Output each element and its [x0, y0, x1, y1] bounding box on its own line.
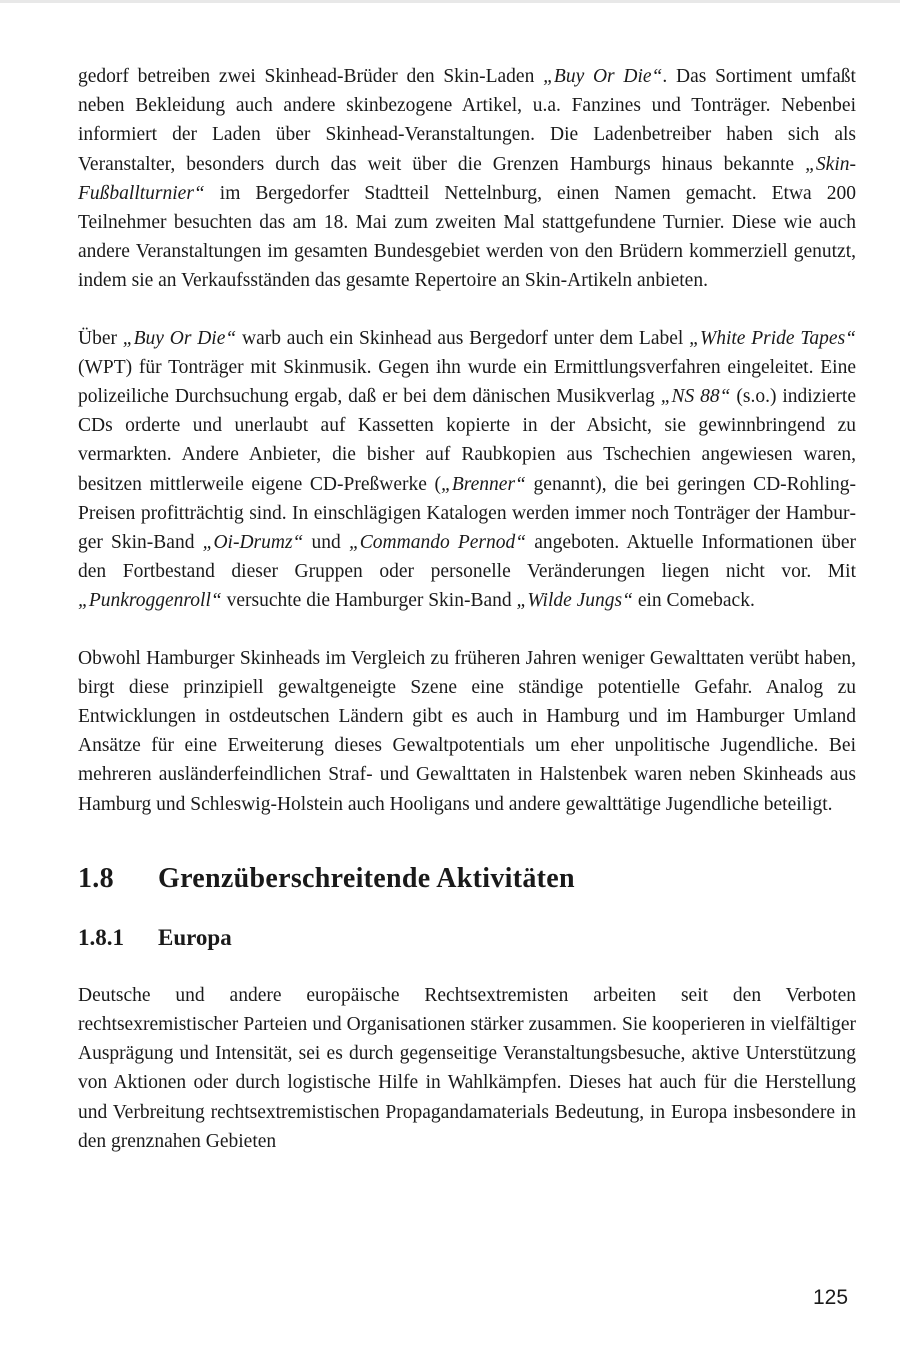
italic-title-run: „Brenner“	[441, 473, 526, 495]
text-run: (WPT) für Tonträger mit Skinmusik. Gegen ihn wurde ein Ermittlungsverfahren eingeleitet. Eine polizeiliche Durchsuchung ergab, daß er bei dem dänischen Musikverlag	[78, 356, 856, 408]
section-number: 1.8	[78, 862, 114, 894]
text-run: angeboten. Aktuelle Informationen über den Fortbestand dieser Gruppen oder personelle Veränderungen liegen nicht vor. Mit	[78, 532, 856, 583]
italic-title-run: „Wilde Jungs“	[516, 590, 633, 612]
section-title: Grenzüberschreitende Aktivitäten	[158, 862, 575, 894]
text-run: Über	[78, 327, 123, 349]
subsection-number: 1.8.1	[78, 924, 124, 950]
subsection-title: Europa	[158, 924, 232, 950]
paragraph-skin-laden	[78, 62, 856, 296]
italic-title-run: „Commando Pernod“	[348, 532, 527, 554]
paragraph-white-pride-tapes	[78, 324, 856, 616]
italic-title-run: „NS 88“	[660, 386, 731, 408]
text-run: und	[303, 532, 349, 554]
text-run: gedorf betreiben zwei Skinhead-Brüder den Skin-Laden	[78, 66, 544, 87]
text-run: genannt), die bei geringen CD-Rohling-Preisen profitträchtig sind. In einschlägigen Katalogen werden immer noch Tonträger der Hamburger Skin-Band	[78, 473, 856, 554]
text-run: (s.o.) indizierte CDs orderte und unerlaubt auf Kassetten kopierte in der Absicht, sie gewinnbringend zu vermarkten. Andere Anbieter, die bisher auf Raubkopien aus Tschechien angewiesen waren, besitzen mittlerweile eigene CD-Preßwerke (	[78, 386, 856, 495]
italic-title-run: „Buy Or Die“	[543, 66, 663, 87]
subsection-heading	[78, 925, 856, 951]
paragraph-europa: Deutsche und andere europäische Rechtsextremisten arbeiten seit den Verboten rechtsexremistischer Parteien und Organisationen stärker zusammen. Sie kooperieren in vielfältiger Ausprägung und Intensität, sei es durch gegenseitige Veranstaltungsbesuche, aktive Unterstützung von Aktionen oder durch logistische Hilfe in Wahlkämpfen. Dieses hat auch für die Herstellung und Verbreitung rechtsextremistischen Propagandamaterials Bedeutung, in Europa insbesondere in den grenznahen Gebieten	[78, 984, 856, 1152]
text-run: im Bergedorfer Stadtteil Nettelnburg, einen Namen gemacht. Etwa 200 Teilnehmer besuchten das am 18. Mai zum zweiten Mal stattgefundene Turnier. Diese wie auch andere Veranstaltungen im gesamten Bundesgebiet werden von den Brüdern kommerziell genutzt, indem sie an Verkaufsständen das gesamte Repertoire an Skin-Artikeln anbieten.	[78, 182, 856, 292]
text-run: Obwohl Hamburger Skinheads im Vergleich zu früheren Jahren weniger Gewalttaten verübt haben, birgt diese prinzipiell gewaltgeneigte Szene eine ständige potentielle Gefahr. Analog zu Entwicklungen in ostdeutschen Ländern gibt es auch in Hamburg und im Hamburger Umland Ansätze für eine Erweiterung dieses Gewaltpotentials um eher unpolitische Jugendliche. Bei mehreren ausländerfeindlichen Straf- und Gewalttaten in Halstenbek waren neben Skinheads aus Hamburg und Schleswig-Holstein auch Hooligans und andere gewalttätige Jugendliche beteiligt.	[78, 647, 856, 815]
italic-title-run: „Skin-Fußballturnier“	[78, 153, 856, 204]
italic-title-run: „White Pride Tapes“	[689, 327, 857, 349]
page-number: 125	[813, 1286, 849, 1309]
paragraph-gewaltpotential	[78, 644, 856, 819]
page-content	[78, 62, 856, 1184]
text-run: versuchte die Hamburger Skin-Band	[221, 590, 517, 612]
text-run: . Das Sortiment umfaßt neben Bekleidung auch andere skinbezogene Artikel, u.a. Fanzines und Tonträger. Nebenbei informiert der Laden über Skinhead-Veranstaltungen. Die Ladenbetreiber haben sich als Veranstalter, besonders durch das weit über die Grenzen Hamburgs hinaus bekannte	[78, 66, 856, 175]
text-run: warb auch ein Skinhead aus Bergedorf unter dem Label	[236, 327, 690, 349]
italic-title-run: „Punkroggenroll“	[78, 590, 222, 612]
section-heading	[78, 863, 856, 895]
italic-title-run: „Buy Or Die“	[122, 327, 237, 349]
page-top-edge	[0, 0, 900, 3]
text-run: ein Comeback.	[632, 590, 755, 612]
italic-title-run: „Oi-Drumz“	[202, 532, 304, 554]
